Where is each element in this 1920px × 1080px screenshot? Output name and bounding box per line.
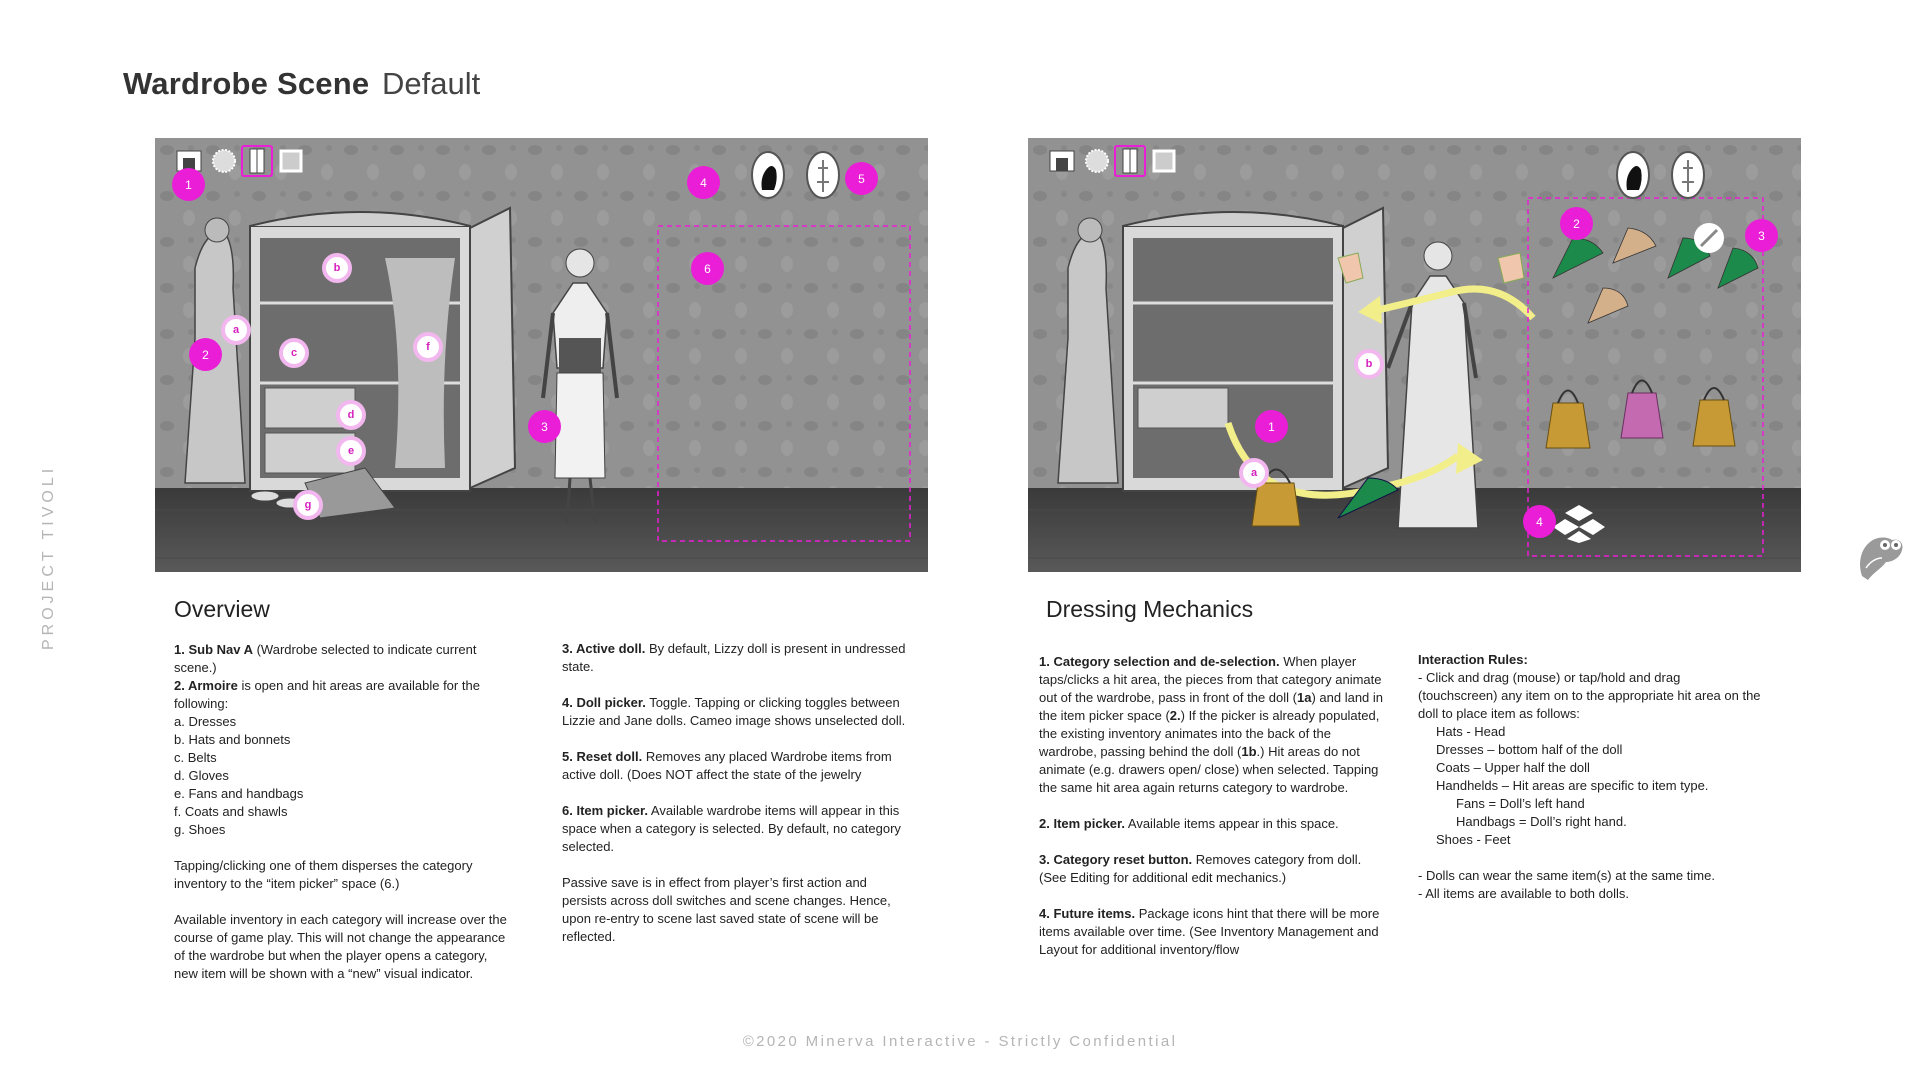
reset-doll-icon[interactable]: [805, 150, 841, 200]
future-items-package-icon: [1553, 503, 1605, 543]
hit-area-coats[interactable]: f: [413, 332, 443, 362]
marker-1: 1: [1255, 410, 1288, 443]
marker-3: 3: [528, 410, 561, 443]
hit-area-shoes[interactable]: g: [293, 490, 323, 520]
hit-area-belts[interactable]: c: [279, 338, 309, 368]
marker-1: 1: [172, 168, 205, 201]
category-reset-icon[interactable]: [1692, 221, 1726, 255]
fireplace-icon[interactable]: [1046, 145, 1078, 177]
overview-title: Overview: [174, 596, 270, 622]
marker-3: 3: [1745, 219, 1778, 252]
hit-area-gloves[interactable]: d: [336, 400, 366, 430]
hit-area-b[interactable]: b: [1354, 349, 1384, 379]
wardrobe-icon[interactable]: [241, 145, 273, 177]
page-title: Wardrobe Scene: [123, 66, 370, 101]
footer-copyright: ©2020 Minerva Interactive - Strictly Confidential: [742, 1033, 1178, 1050]
overview-column-1: 1. Sub Nav A (Wardrobe selected to indicate current scene.) 2. Armoire is open and hit areas are available for the following: a. Dresses b. Hats and bonnets c. Belts d. Gloves e. Fans and handbags f. Coats and shawls g. Shoes Tapping/clicking one of them disperses the category inventory to the “item picker” space (6.) Available inventory in each category will increase over the course of game play. This will not change the appearance of the wardrobe but when the player opens a category, new item will be shown with a “new” visual indicator.: [174, 641, 514, 1001]
owl-logo-icon: [1852, 528, 1906, 582]
mechanics-column-2: Interaction Rules: - Click and drag (mouse) or tap/hold and drag (touchscreen) any item on to the appropriate hit area on the doll to place item as follows: Hats - Head Dresses – bottom half of the doll Coats – Upper half the doll Handhelds – Hit areas are specific to item type. Fans = Doll’s left hand Handbags = Doll’s right hand. Shoes - Feet - Dolls can wear the same item(s) at the same time. - All items are available to both dolls.: [1418, 652, 1761, 901]
hit-area-dresses[interactable]: a: [221, 315, 251, 345]
mirror-icon[interactable]: [1081, 145, 1113, 177]
page-subtitle: Default: [382, 66, 481, 101]
frame-icon[interactable]: [275, 145, 307, 177]
mirror-icon[interactable]: [208, 145, 240, 177]
wardrobe-icon[interactable]: [1114, 145, 1146, 177]
doll-picker-cameo-icon[interactable]: [750, 150, 786, 200]
hit-area-a[interactable]: a: [1239, 458, 1269, 488]
mechanics-column-1: 1. Category selection and de-selection. When player taps/clicks a hit area, the pieces from that category animate out of the wardrobe, pass in front of the doll (1a) and land in the item picker space (2.) If the picker is already populated, the existing inventory animates into the back of the wardrobe, passing behind the doll (1b.) Hit areas do not animate (e.g. drawers open/ close) when selected. Tapping the same hit area again returns category to wardrobe. 2. Item picker. Available items appear in this space. 3. Category reset button. Removes category from doll. (See Editing for additional edit mechanics.) 4. Future items. Package icons hint that there will be more items available over time. (See Inventory Management and Layout for additional inventory/flow: [1039, 654, 1384, 957]
marker-2: 2: [189, 338, 222, 371]
overview-column-2: 3. Active doll. By default, Lizzy doll is present in undressed state. 4. Doll picker. Toggle. Tapping or clicking toggles between Lizzie and Jane dolls. Cameo image shows unselected doll. 5. Reset doll. Removes any placed Wardrobe items from active doll. (Does NOT affect the state of the jewelry 6. Item picker. Available wardrobe items will appear in this space when a category is selected. By default, no category selected. Passive save is in effect from player’s first action and persists across doll switches and scene changes. Hence, upon re-entry to scene last saved state of scene will be reflected.: [562, 641, 906, 944]
wardrobe-scene-default: [155, 138, 928, 572]
hit-area-hats[interactable]: b: [322, 253, 352, 283]
mechanics-title: Dressing Mechanics: [1046, 596, 1254, 622]
frame-icon[interactable]: [1148, 145, 1180, 177]
wardrobe-scene-dressing: [1028, 138, 1801, 572]
scene-background: [1028, 138, 1801, 572]
marker-4: 4: [687, 166, 720, 199]
hit-area-fans-handbags[interactable]: e: [336, 436, 366, 466]
marker-6: 6: [691, 252, 724, 285]
marker-5: 5: [845, 162, 878, 195]
reset-doll-icon[interactable]: [1670, 150, 1706, 200]
category-list: a. Dresses b. Hats and bonnets c. Belts d. Gloves e. Fans and handbags f. Coats and shawls g. Shoes: [174, 714, 304, 837]
scene-background: [155, 138, 928, 572]
marker-2: 2: [1560, 207, 1593, 240]
marker-4: 4: [1523, 505, 1556, 538]
doll-picker-cameo-icon[interactable]: [1615, 150, 1651, 200]
